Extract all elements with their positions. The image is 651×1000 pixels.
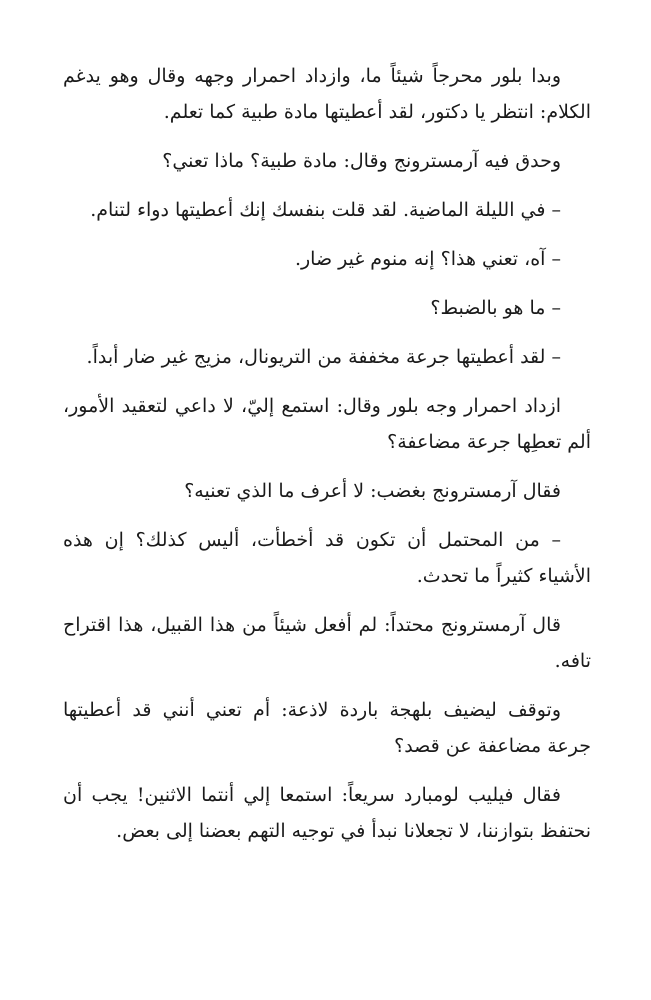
paragraph-12: فقال فيليب لومبارد سريعاً: استمعا إلي أنتما الاثنين! يجب أن نحتفظ بتوازننا، لا تجعلانا نبدأ في توجيه التهم بعضنا إلى بعض. — [63, 784, 591, 842]
paragraph-11: وتوقف ليضيف بلهجة باردة لاذعة: أم تعني أنني قد أعطيتها جرعة مضاعفة عن قصد؟ — [63, 699, 591, 757]
paragraph-1: وبدا بلور محرجاً شيئاً ما، وازداد احمرار وجهه وقال وهو يدغم الكلام: انتظر يا دكتور، لقد أعطيتها مادة طبية كما تعلم. — [63, 65, 591, 123]
paragraph-8: فقال آرمسترونج بغضب: لا أعرف ما الذي تعنيه؟ — [184, 480, 561, 502]
paragraph-2: وحدق فيه آرمسترونج وقال: مادة طبية؟ ماذا تعني؟ — [162, 150, 561, 172]
paragraph-3: – في الليلة الماضية. لقد قلت بنفسك إنك أعطيتها دواء لتنام. — [90, 199, 561, 221]
paragraph-10: قال آرمسترونج محتداً: لم أفعل شيئاً من هذا القبيل، هذا اقتراح تافه. — [63, 614, 591, 672]
paragraph-4: – آه، تعني هذا؟ إنه منوم غير ضار. — [294, 248, 561, 270]
paragraph-9: – من المحتمل أن تكون قد أخطأت، أليس كذلك؟ إن هذه الأشياء كثيراً ما تحدث. — [63, 529, 591, 587]
book-page — [63, 58, 591, 862]
paragraph-6: – لقد أعطيتها جرعة مخففة من التريونال، مزيج غير ضار أبداً. — [86, 346, 561, 368]
paragraph-5: – ما هو بالضبط؟ — [430, 297, 561, 319]
paragraph-7: ازداد احمرار وجه بلور وقال: استمع إليّ، لا داعي لتعقيد الأمور، ألم تعطِها جرعة مضاعفة؟ — [63, 395, 591, 453]
